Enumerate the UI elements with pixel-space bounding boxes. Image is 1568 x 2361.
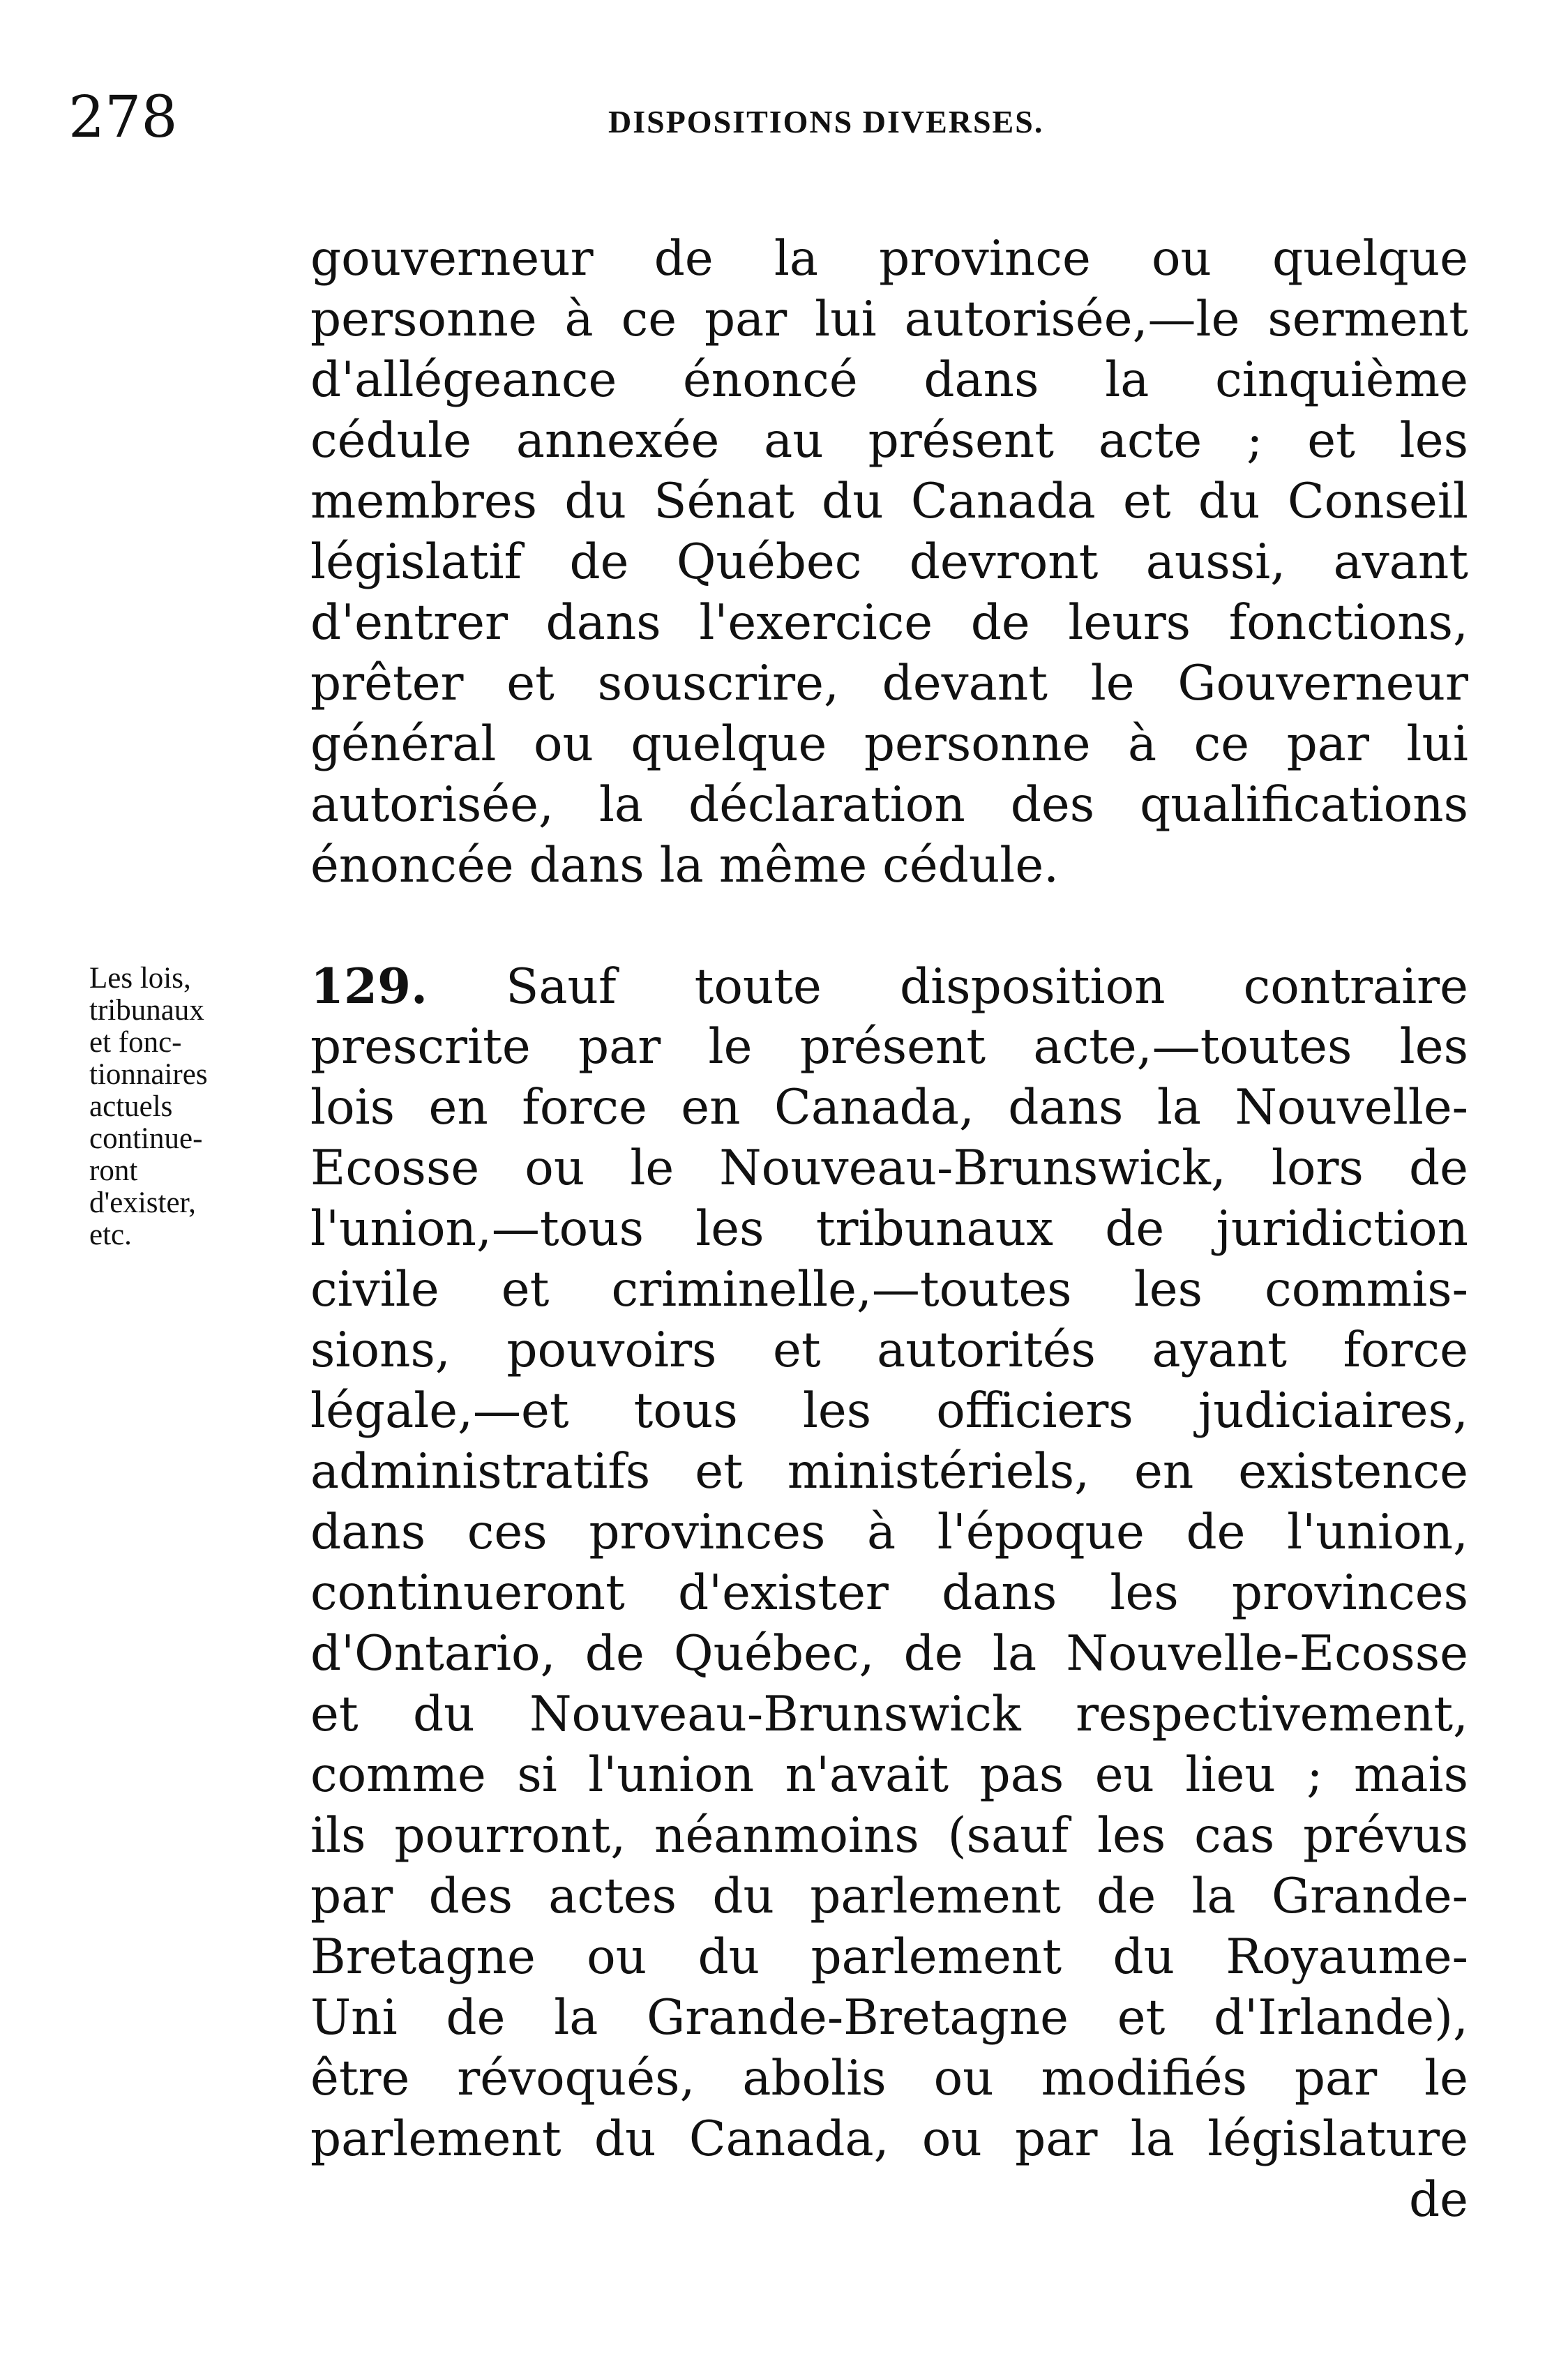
catchword: de bbox=[1408, 2172, 1468, 2228]
text-line: dans ces provinces à l'époque de l'union, bbox=[310, 1504, 1468, 1560]
text-line: énoncée dans la même cédule. bbox=[310, 838, 1060, 893]
text-line: prescrite par le présent acte,—toutes les bbox=[310, 1019, 1468, 1075]
section-number: 129. bbox=[310, 958, 428, 1015]
text-line: légale,—et tous les officiers judiciaires, bbox=[310, 1383, 1468, 1439]
text-line: membres du Sénat du Canada et du Conseil bbox=[310, 474, 1468, 529]
text-line: comme si l'union n'avait pas eu lieu ; mais bbox=[310, 1747, 1468, 1803]
section-first-line bbox=[310, 956, 1468, 1017]
text-line: d'allégeance énoncé dans la cinquième bbox=[310, 352, 1468, 408]
paragraph-continued bbox=[310, 229, 1468, 896]
text-line: lois en force en Canada, dans la Nouvelle- bbox=[310, 1080, 1468, 1136]
text-line: parlement du Canada, ou par la législature bbox=[310, 2111, 1468, 2167]
margin-note-line: tionnaires bbox=[89, 1058, 208, 1091]
margin-note bbox=[89, 963, 292, 1251]
margin-note-line: continue- bbox=[89, 1122, 203, 1155]
text-line: être révoqués, abolis ou modifiés par le bbox=[310, 2051, 1468, 2106]
text-line: sions, pouvoirs et autorités ayant force bbox=[310, 1322, 1468, 1378]
page-number: 278 bbox=[68, 84, 178, 151]
margin-note-line: et fonc- bbox=[89, 1026, 182, 1059]
section-129 bbox=[310, 956, 1468, 2231]
text-line: par des actes du parlement de la Grande- bbox=[310, 1869, 1468, 1924]
margin-note-line: d'exister, bbox=[89, 1186, 196, 1219]
text-line: Ecosse ou le Nouveau-Brunswick, lors de bbox=[310, 1140, 1468, 1196]
text-line: d'Ontario, de Québec, de la Nouvelle-Ecosse bbox=[310, 1626, 1468, 1682]
text-line: gouverneur de la province ou quelque bbox=[310, 231, 1468, 287]
text-line: législatif de Québec devront aussi, avant bbox=[310, 534, 1468, 590]
text-line: administratifs et ministériels, en existence bbox=[310, 1444, 1468, 1500]
text-line: général ou quelque personne à ce par lui bbox=[310, 716, 1468, 772]
text-line: cédule annexée au présent acte ; et les bbox=[310, 413, 1468, 469]
text-line: continueront d'exister dans les provinces bbox=[310, 1565, 1468, 1621]
text-line: prêter et souscrire, devant le Gouverneur bbox=[310, 656, 1468, 711]
margin-note-line: Les lois, bbox=[89, 962, 191, 995]
section-first-line-text: Sauf toute disposition contraire bbox=[428, 959, 1468, 1015]
margin-note-line: ront bbox=[89, 1154, 138, 1187]
text-line: l'union,—tous les tribunaux de juridiction bbox=[310, 1201, 1468, 1257]
text-line: personne à ce par lui autorisée,—le serment bbox=[310, 292, 1468, 347]
text-line: civile et criminelle,—toutes les commis- bbox=[310, 1262, 1468, 1318]
margin-note-line: tribunaux bbox=[89, 994, 204, 1027]
text-line: Uni de la Grande-Bretagne et d'Irlande), bbox=[310, 1990, 1468, 2046]
text-line: autorisée, la déclaration des qualifications bbox=[310, 777, 1468, 833]
body-text bbox=[310, 229, 1468, 2231]
text-line: ils pourront, néanmoins (sauf les cas prévus bbox=[310, 1808, 1468, 1864]
margin-note-line: actuels bbox=[89, 1090, 173, 1123]
text-line: d'entrer dans l'exercice de leurs fonctions, bbox=[310, 595, 1468, 651]
text-line: Bretagne ou du parlement du Royaume- bbox=[310, 1929, 1468, 1985]
margin-note-line: etc. bbox=[89, 1219, 132, 1251]
running-title: DISPOSITIONS DIVERSES. bbox=[608, 104, 1044, 139]
text-line: et du Nouveau-Brunswick respectivement, bbox=[310, 1687, 1468, 1742]
